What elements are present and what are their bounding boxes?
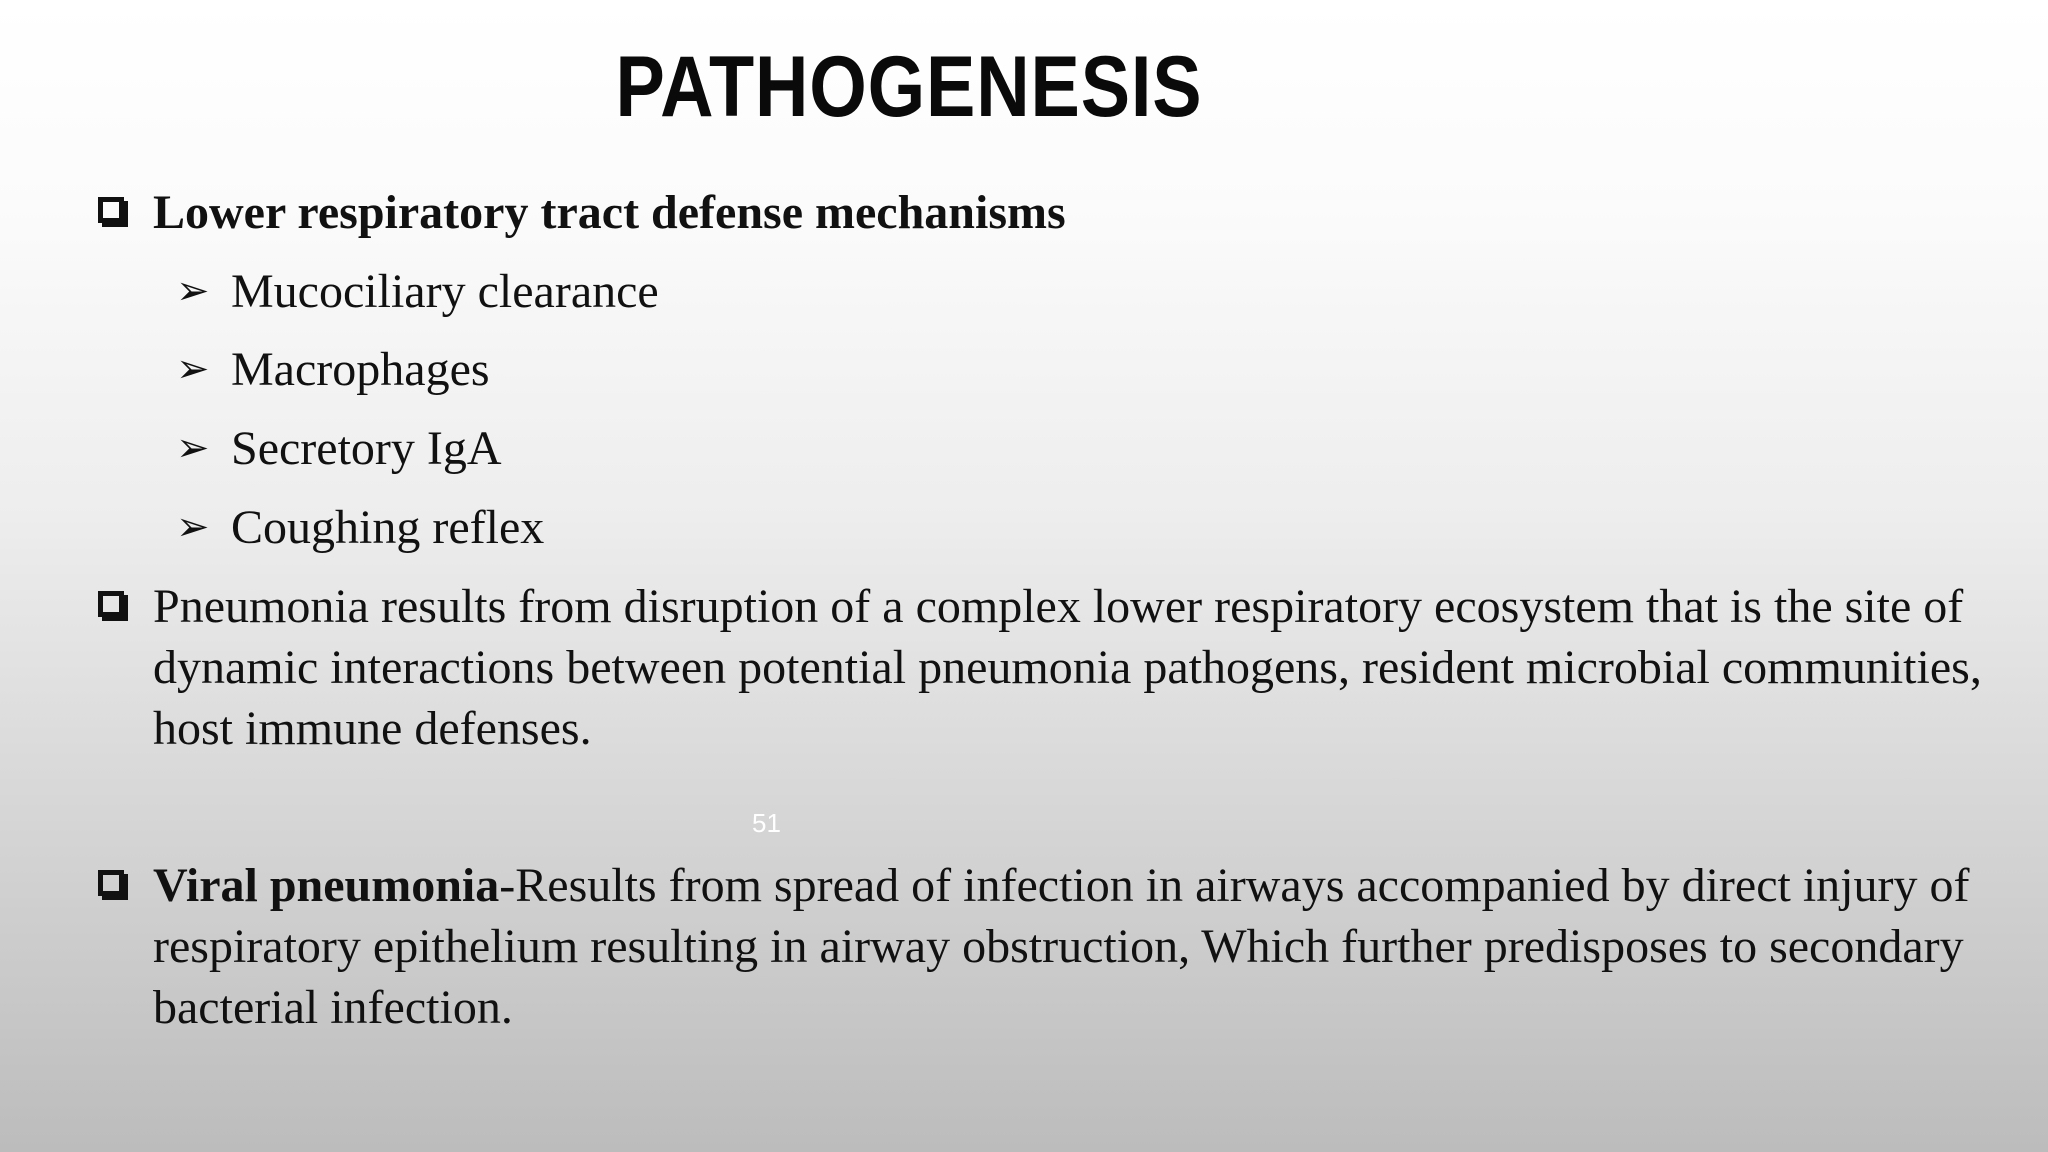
- sub-bullet-item: [176, 497, 544, 558]
- sub-bullet-item: [176, 261, 659, 322]
- slide-title: PATHOGENESIS: [615, 39, 1203, 135]
- sub-bullet-text: Coughing reflex: [231, 501, 545, 554]
- sub-bullet-text: Secretory IgA: [231, 422, 502, 475]
- bullet-heading: Lower respiratory tract defense mechanisms: [153, 186, 1066, 239]
- arrow-bullet-icon: ➢: [176, 268, 210, 314]
- sub-bullet-item: [176, 418, 502, 479]
- bullet-defense-mechanisms: [98, 182, 1998, 243]
- sub-bullet-text: Mucociliary clearance: [231, 265, 659, 318]
- viral-pneumonia-description: -Results from spread of infection in airways accompanied by direct injury of respiratory epithelium resulting in airway obstruction, Which further predisposes to secondary bacterial infection.: [153, 859, 1970, 1034]
- bullet-paragraph: [153, 855, 1998, 1038]
- viral-pneumonia-term: Viral pneumonia: [153, 859, 500, 912]
- sub-bullet-text: Macrophages: [231, 343, 490, 396]
- arrow-bullet-icon: ➢: [176, 504, 210, 550]
- sub-bullet-item: [176, 339, 490, 400]
- page-number: 51: [752, 808, 781, 838]
- square-bullet-icon: [98, 197, 124, 223]
- arrow-bullet-icon: ➢: [176, 425, 210, 471]
- arrow-bullet-icon: ➢: [176, 346, 210, 392]
- square-bullet-icon: [98, 870, 124, 896]
- bullet-paragraph: Pneumonia results from disruption of a complex lower respiratory ecosystem that is the site of dynamic interactions between potential pneumonia pathogens, resident microbial communities, host immune defenses.: [153, 580, 1982, 755]
- bullet-pneumonia-ecosystem: [98, 576, 1998, 759]
- square-bullet-icon: [98, 591, 124, 617]
- bullet-viral-pneumonia: [98, 855, 1998, 1038]
